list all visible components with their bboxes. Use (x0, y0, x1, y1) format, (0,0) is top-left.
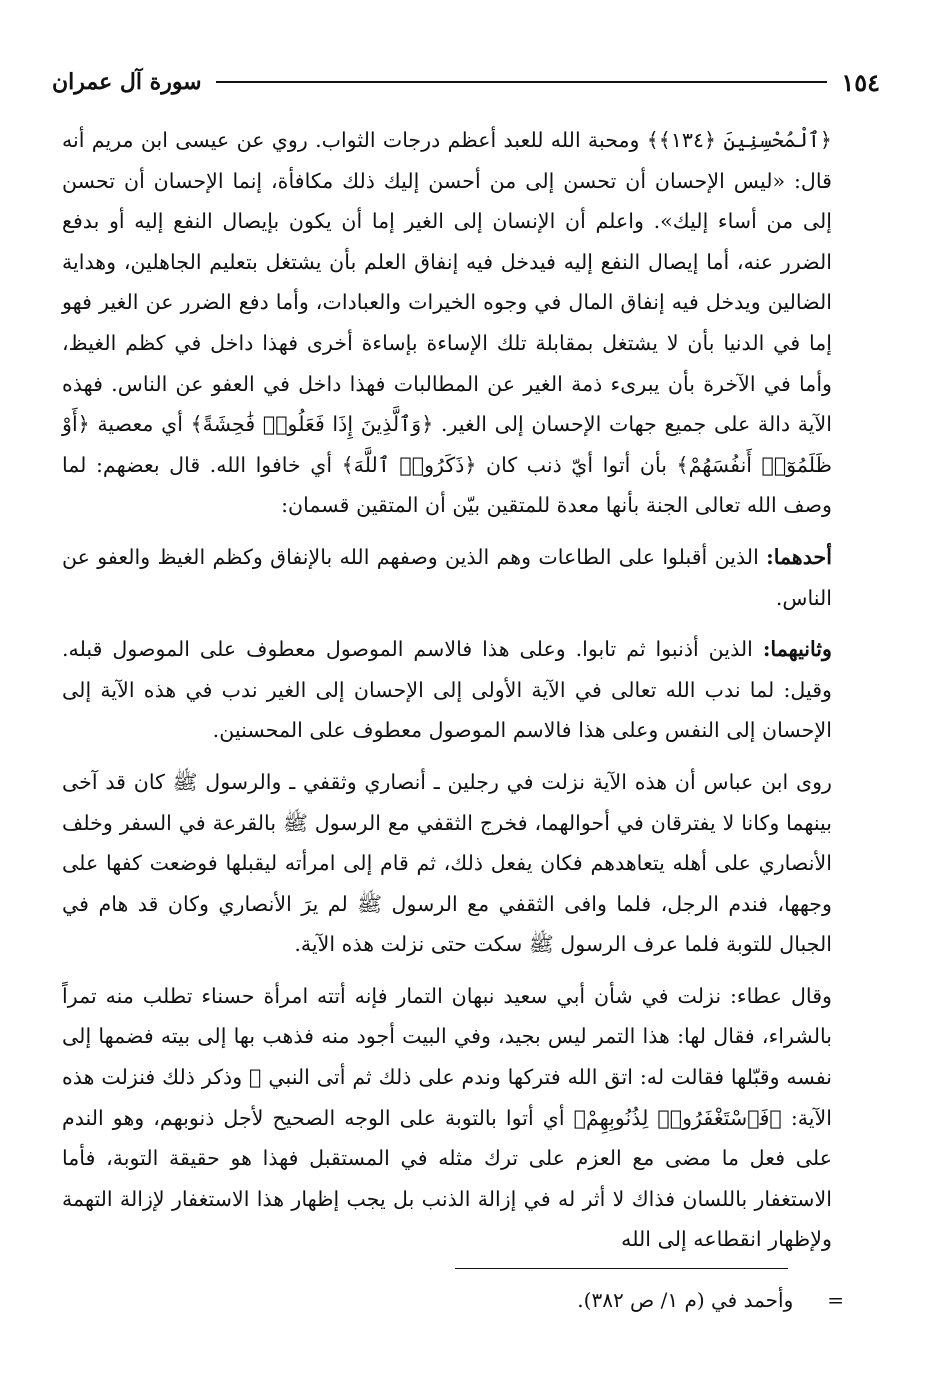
paragraph (62, 120, 832, 526)
page-header (52, 62, 880, 102)
footnote-marker: = (827, 1288, 844, 1312)
paragraph (62, 976, 832, 1260)
paragraph-text: روى ابن عباس أن هذه الآية نزلت في رجلين ـ أنصاري وثقفي ـ والرسول ﷺ كان قد آخى بينهما وكانا لا يفترقان في أحوالهما، فخرج الثقفي مع الرسول ﷺ بالقرعة في السفر وخلف الأنصاري على أهله يتعاهدهم فكان يفعل ذلك، ثم قام إلى امرأته ليقبلها فوضعت كفها على وجهها، فندم الرجل، فلما وافى الثقفي مع الرسول ﷺ لم يرَ الأنصاري وكان قد هام في الجبال للتوبة فلما عرف الرسول ﷺ سكت حتى نزلت هذه الآية. (62, 769, 832, 957)
page-number: ١٥٤ (841, 67, 880, 97)
main-text (62, 120, 832, 1260)
paragraph-text: وقال عطاء: نزلت في شأن أبي سعيد نبهان التمار فإنه أتته امرأة حسناء تطلب منه تمراً بالشراء، فقال لها: هذا التمر ليس بجيد، وفي البيت أجود منه فذهب بها إلى بيته فضمها إلى نفسه وقبّلها فقالت له: اتق الله فتركها وندم على ذلك ثم أتى النبي ﷺ وذكر ذلك فنزلت هذه الآية: ﴿فَٱسْتَغْفَرُوا۟ لِذُنُوبِهِمْ﴾ أي أتوا بالتوبة على الوجه الصحيح لأجل ذنوبهم، وهو الندم على فعل ما مضى مع العزم على ترك مثله في المستقبل فهذا هو حقيقة التوبة، فأما الاستغفار باللسان فذاك لا أثر له في إزالة الذنب بل يجب إظهار هذا الاستغفار لإزالة التهمة ولإظهار انقطاعه إلى الله (62, 983, 832, 1252)
footnote-separator (455, 1268, 788, 1269)
header-rule (216, 81, 828, 83)
paragraph (62, 629, 832, 751)
paragraph (62, 537, 832, 618)
footnote (577, 1288, 844, 1312)
surah-title: سورة آل عمران (52, 69, 202, 95)
paragraph-lead: أحدهما: (766, 544, 832, 569)
paragraph-text: ﴿ٱلْمُحْسِنِينَ ﴿١٣٤﴾﴾ ومحبة الله للعبد أعظم درجات الثواب. روي عن عيسى ابن مريم أنه قال: «ليس الإحسان أن تحسن إلى من أحسن إليك ذلك مكافأة، إنما الإحسان أن تحسن إلى من أساء إليك». واعلم أن الإنسان إلى الغير إما أن يكون بإيصال النفع إليه أو بدفع الضرر عنه، أما إيصال النفع إليه فيدخل فيه إنفاق العلم بأن يشتغل بتعليم الجاهلين، وهداية الضالين ويدخل فيه إنفاق المال في وجوه الخيرات والعبادات، وأما دفع الضرر عن الغير فهو إما في الدنيا بأن لا يشتغل بمقابلة تلك الإساءة بإساءة أخرى فهذا داخل في كظم الغيظ، وأما في الآخرة بأن يبرىء ذمة الغير عن المطالبات فهذا داخل في العفو عن الناس. فهذه الآية دالة على جميع جهات الإحسان إلى الغير. ﴿وَٱلَّذِينَ إِذَا فَعَلُوا۟ فَٰحِشَةً﴾ أي معصية ﴿أَوْ ظَلَمُوٓا۟ أَنفُسَهُمْ﴾ بأن أتوا أيّ ذنب كان ﴿ذَكَرُوا۟ ٱللَّهَ﴾ أي خافوا الله. قال بعضهم: لما وصف الله تعالى الجنة بأنها معدة للمتقين بيّن أن المتقين قسمان: (62, 128, 832, 518)
paragraph (62, 762, 832, 965)
paragraph-text: الذين أذنبوا ثم تابوا. وعلى هذا فالاسم الموصول معطوف على الموصول قبله. وقيل: لما ندب الله تعالى في الآية الأولى إلى الإحسان إلى الغير ندب في هذه الآية إلى الإحسان إلى النفس وعلى هذا فالاسم الموصول معطوف على المحسنين. (62, 637, 832, 743)
paragraph-lead: وثانيهما: (762, 637, 832, 662)
paragraph-text: الذين أقبلوا على الطاعات وهم الذين وصفهم الله بالإنفاق وكظم الغيظ والعفو عن الناس. (62, 544, 832, 610)
footnote-text: وأحمد في (م ١/ ص ٣٨٢). (577, 1288, 794, 1312)
